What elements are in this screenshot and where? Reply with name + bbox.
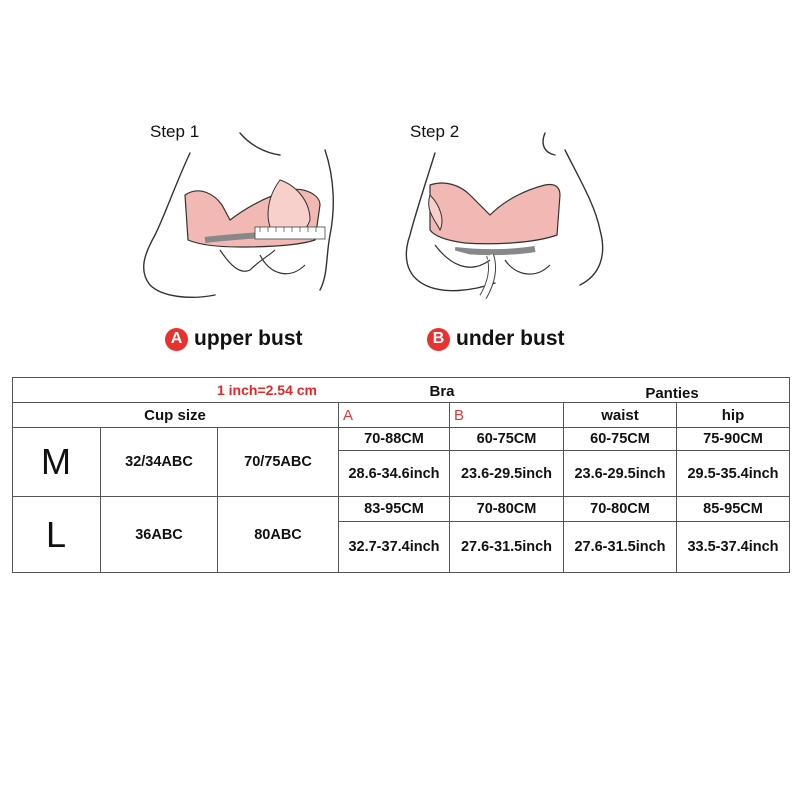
l-a-inch: 32.7-37.4inch [348, 539, 440, 555]
band-m: 70/75ABC [244, 454, 312, 470]
panties-header: Panties [645, 384, 699, 402]
upper-bust-illustration [130, 125, 360, 315]
l-b-inch: 27.6-31.5inch [460, 539, 553, 555]
m-hip-cm: 75-90CM [703, 431, 763, 447]
legend-under-bust-text: under bust [456, 327, 565, 350]
cup-size-header: Cup size [144, 406, 206, 424]
cup-l: 36ABC [135, 526, 183, 543]
size-chart-table [12, 377, 790, 573]
bra-header: Bra [429, 382, 455, 400]
size-m: M [41, 441, 71, 482]
legend-under-bust [427, 327, 565, 351]
l-b-cm: 70-80CM [476, 501, 537, 517]
l-waist-inch: 27.6-31.5inch [574, 539, 666, 555]
m-b-cm: 60-75CM [476, 431, 537, 447]
band-l: 80ABC [254, 526, 302, 543]
l-hip-cm: 85-95CM [703, 501, 763, 517]
legend-upper-bust [165, 327, 303, 351]
col-a-header: A [343, 406, 354, 424]
cup-m: 32/34ABC [125, 454, 193, 470]
m-a-cm: 70-88CM [364, 431, 424, 447]
l-a-cm: 83-95CM [364, 501, 424, 517]
legend-upper-bust-text: upper bust [194, 327, 303, 350]
l-waist-cm: 70-80CM [590, 501, 650, 517]
m-a-inch: 28.6-34.6inch [348, 465, 440, 482]
col-b-header: B [454, 406, 465, 424]
col-waist-header: waist [601, 406, 639, 424]
size-l: L [45, 513, 67, 555]
step-2-label: Step 2 [410, 122, 460, 141]
badge-b: B [427, 328, 450, 351]
m-hip-inch: 29.5-35.4inch [687, 465, 779, 482]
conversion-note: 1 inch=2.54 cm [216, 382, 317, 398]
col-hip-header: hip [721, 406, 745, 424]
m-waist-inch: 23.6-29.5inch [574, 465, 666, 482]
m-waist-cm: 60-75CM [590, 431, 650, 447]
l-hip-inch: 33.5-37.4inch [687, 539, 779, 555]
badge-a: A [165, 328, 188, 351]
m-b-inch: 23.6-29.5inch [460, 465, 553, 482]
step-1-label: Step 1 [150, 122, 200, 141]
under-bust-illustration [395, 125, 625, 315]
